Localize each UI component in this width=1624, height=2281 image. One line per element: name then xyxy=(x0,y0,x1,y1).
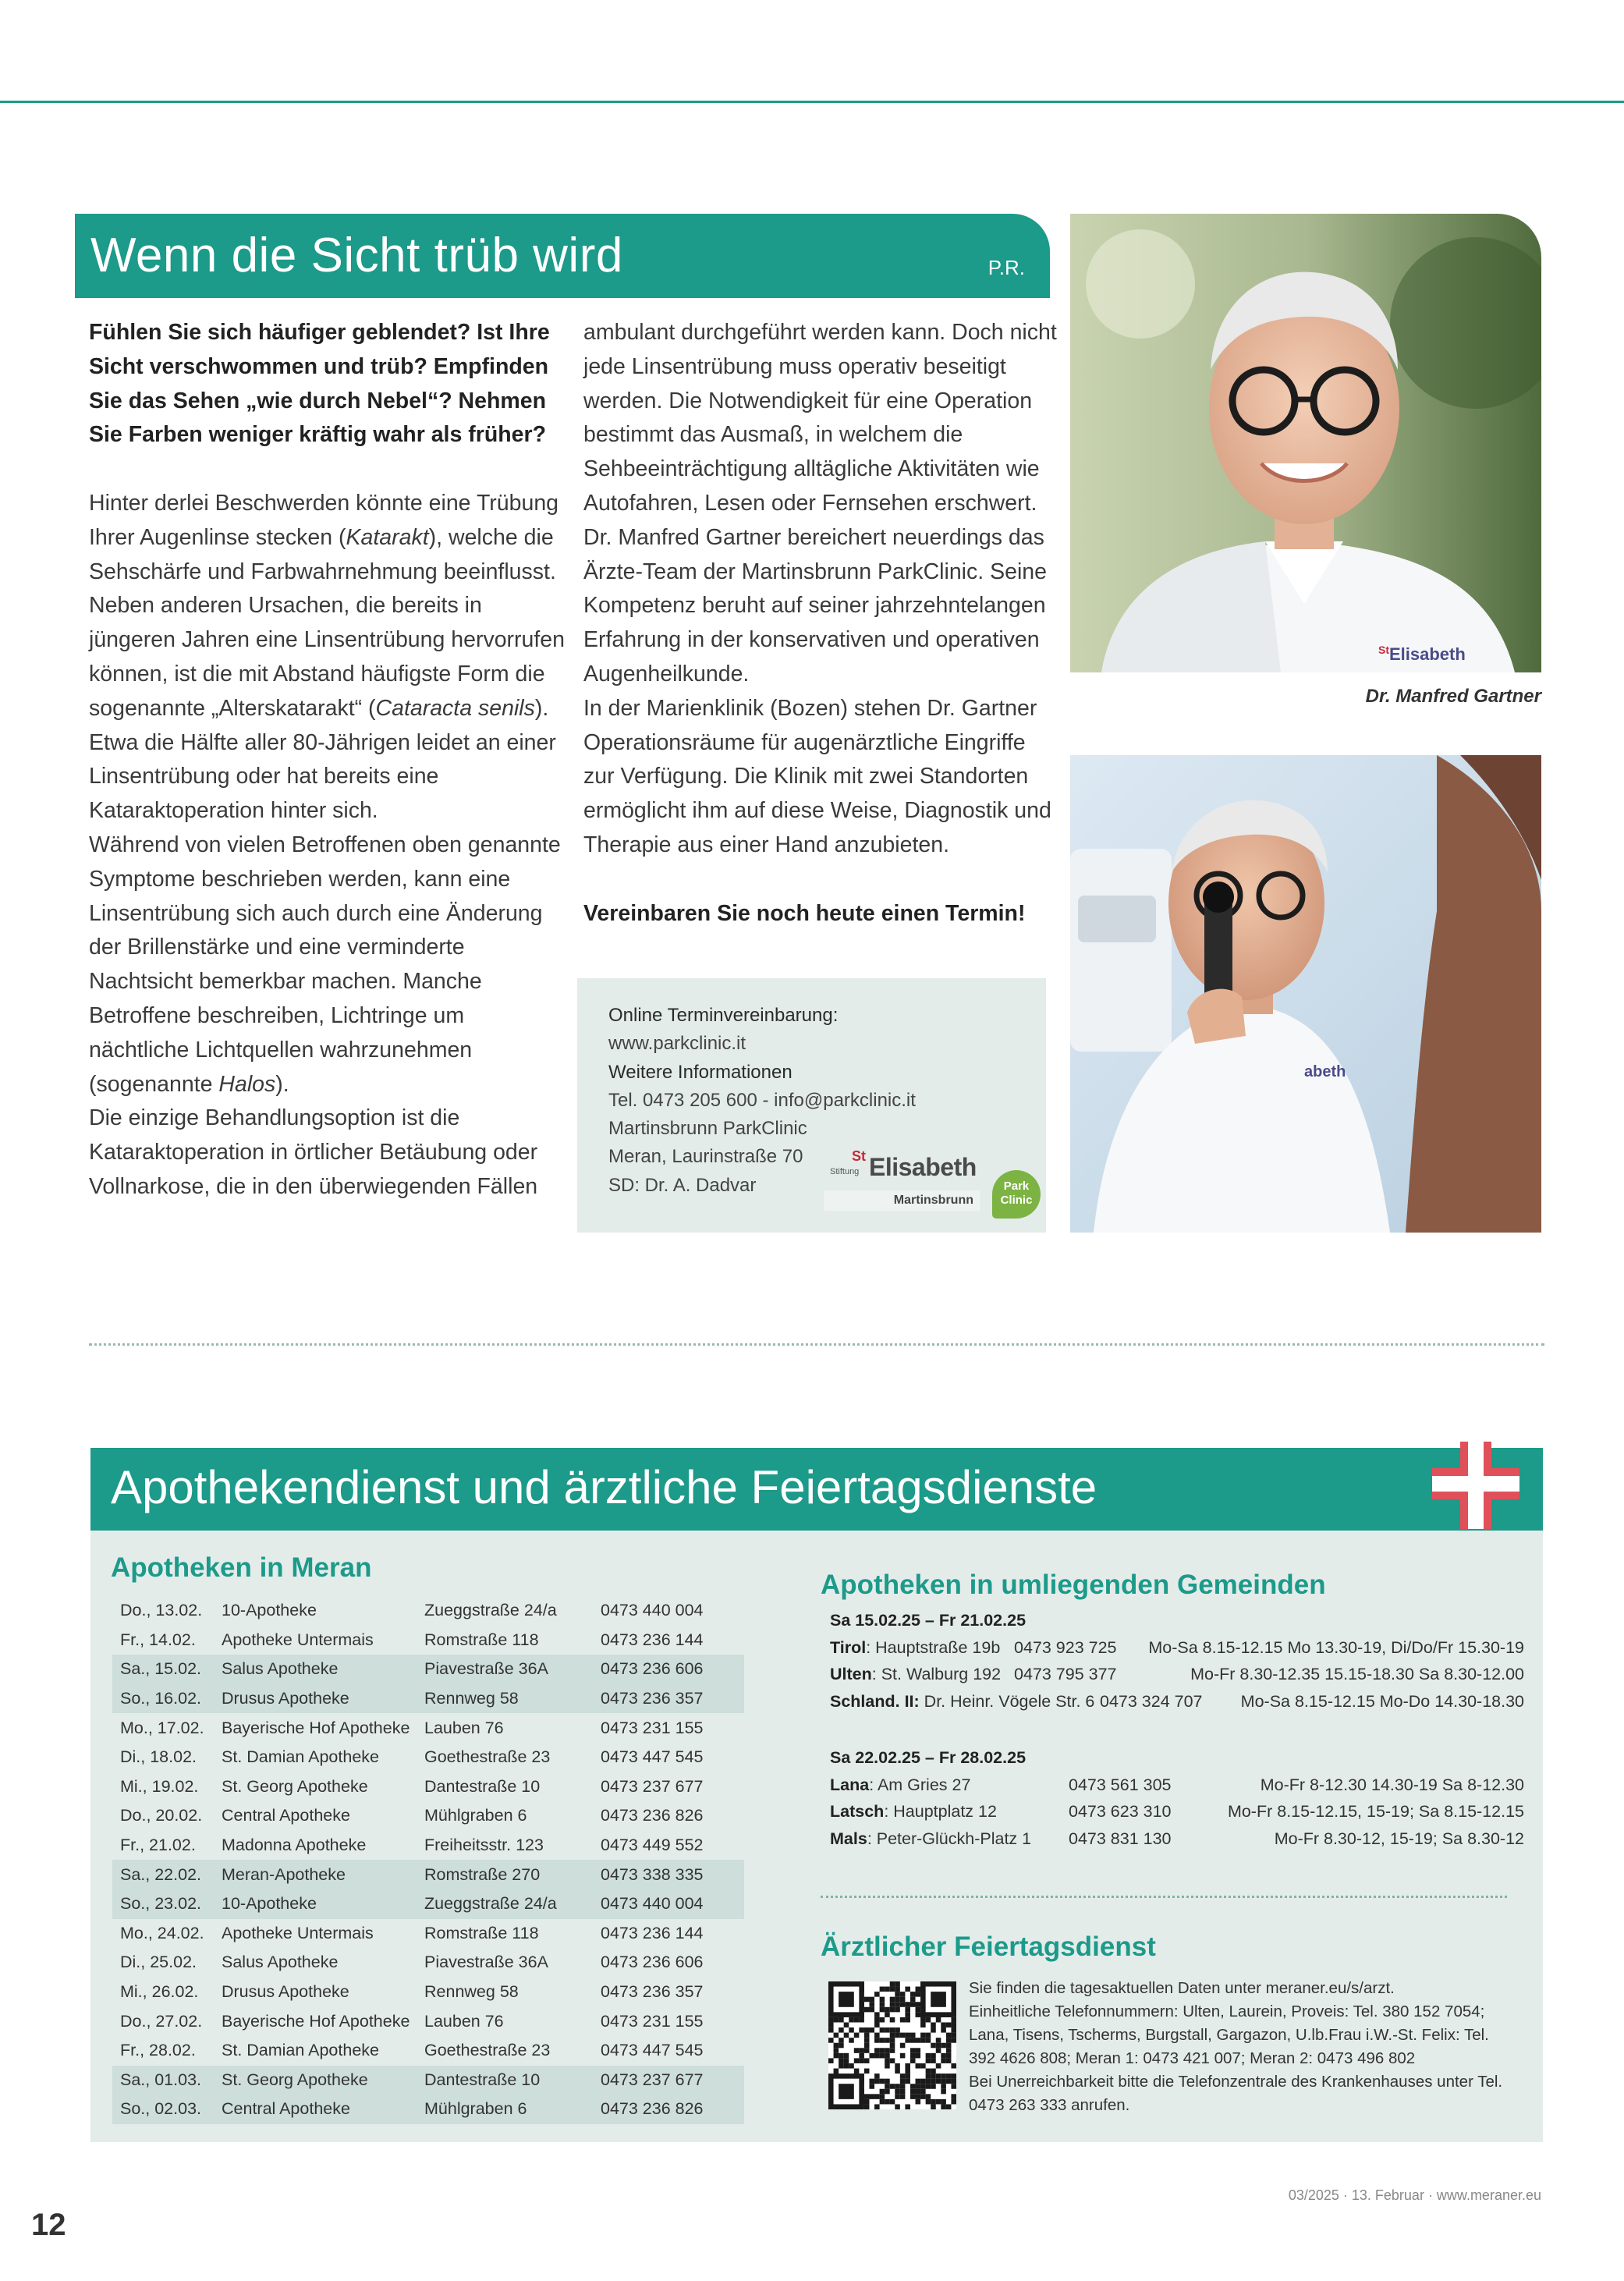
table-row xyxy=(112,1801,744,1831)
pharmacy-name-cell: Apotheke Untermais xyxy=(222,1630,374,1649)
article-paragraph: Etwa die Hälfte aller 80-Jährigen leidet an einer Linsentrübung oder hat bereits eine Kataraktoperation hinter sich. xyxy=(89,729,556,824)
martinsbrunn-label: Martinsbrunn xyxy=(824,1190,980,1211)
phone-cell: 0473 236 826 xyxy=(601,2095,744,2124)
date-cell: So., 16.02. xyxy=(112,1684,222,1714)
article-lead: Fühlen Sie sich häufiger geblendet? Ist Ihre Sicht verschwommen und trüb? Empfinden Sie das Sehen „wie durch Nebel“? Nehmen Sie Farben weniger kräftig wahr als früher? xyxy=(89,320,550,448)
date-cell: Mi., 19.02. xyxy=(120,1776,199,1796)
address-cell: Zueggstraße 24/a xyxy=(424,1889,601,1919)
pharmacy-name-cell: 10-Apotheke xyxy=(222,1601,317,1620)
pharmacy-section-title: Apothekendienst und ärztliche Feiertagsdienste xyxy=(111,1461,1097,1513)
page-number: 12 xyxy=(31,2208,66,2242)
phone-cell: 0473 236 144 xyxy=(601,1923,704,1942)
surrounding-period-1 xyxy=(830,1607,1524,1715)
table-row xyxy=(112,1772,744,1802)
table-row xyxy=(112,2095,744,2124)
opening-hours: Mo-Fr 8-12.30 14.30-19 Sa 8-12.30 xyxy=(1260,1775,1524,1794)
table-row xyxy=(112,1684,744,1714)
date-cell: So., 02.03. xyxy=(112,2095,222,2124)
address-cell: Romstraße 118 xyxy=(424,1630,539,1649)
date-cell: Di., 25.02. xyxy=(120,1953,197,1972)
opening-hours: Mo-Sa 8.15-12.15 Mo 13.30-19, Di/Do/Fr 15.30-19 xyxy=(1148,1637,1524,1657)
pharmacy-name-cell: Central Apotheke xyxy=(222,2095,424,2124)
period-label: Sa 15.02.25 – Fr 21.02.25 xyxy=(830,1611,1027,1630)
meran-pharmacies-heading: Apotheken in Meran xyxy=(111,1552,372,1583)
top-rule xyxy=(0,101,1624,103)
pharmacy-name-cell: St. Damian Apotheke xyxy=(222,2041,379,2060)
phone-cell: 0473 236 144 xyxy=(601,1630,704,1649)
surrounding-period-2 xyxy=(830,1744,1524,1852)
date-cell: Mi., 26.02. xyxy=(120,1982,199,2002)
list-item xyxy=(830,1661,1524,1688)
clinic-name: Martinsbrunn ParkClinic xyxy=(608,1118,807,1140)
pharmacy-name-cell: St. Damian Apotheke xyxy=(222,1747,379,1767)
date-cell: Mo., 17.02. xyxy=(120,1718,204,1737)
online-booking-label: Online Terminvereinbarung: xyxy=(608,1005,839,1026)
service-info-text: Sie finden die tagesaktuellen Daten unter meraner.eu/s/arzt. xyxy=(969,1979,1395,1997)
phone: 0473 623 310 xyxy=(1069,1802,1172,1822)
pharmacy-name-cell: Salus Apotheke xyxy=(222,1953,339,1972)
date-cell: Sa., 15.02. xyxy=(112,1655,222,1684)
phone-cell: 0473 237 677 xyxy=(601,1776,704,1796)
date-cell: Do., 27.02. xyxy=(120,2011,203,2031)
address-cell: Mühlgraben 6 xyxy=(424,2095,601,2124)
address-cell: Lauben 76 xyxy=(424,1718,504,1737)
phone: 0473 923 725 xyxy=(1014,1637,1117,1657)
clinic-address: Meran, Laurinstraße 70 xyxy=(608,1146,803,1168)
contact-phone-email[interactable]: Tel. 0473 205 600 - info@parkclinic.it xyxy=(608,1089,916,1111)
phone-cell: 0473 237 677 xyxy=(601,2066,744,2095)
pharmacy-name-cell: 10-Apotheke xyxy=(222,1889,424,1919)
opening-hours: Mo-Fr 8.15-12.15, 15-19; Sa 8.15-12.15 xyxy=(1227,1802,1524,1822)
table-row xyxy=(112,1655,744,1684)
table-row xyxy=(112,1978,744,2007)
address-cell: Mühlgraben 6 xyxy=(424,1806,527,1825)
address-cell: Romstraße 270 xyxy=(424,1860,601,1889)
qr-code-icon[interactable] xyxy=(828,1981,956,2109)
date-cell: Mo., 24.02. xyxy=(120,1923,204,1942)
address-cell: Rennweg 58 xyxy=(424,1684,601,1714)
phone-cell: 0473 447 545 xyxy=(601,1747,704,1767)
doctor-examination-photo xyxy=(1070,755,1541,1233)
table-row xyxy=(112,1626,744,1655)
phone-cell: 0473 338 335 xyxy=(601,1860,744,1889)
phone-cell: 0473 440 004 xyxy=(601,1601,704,1620)
article-banner xyxy=(75,214,1050,298)
address-cell: Lauben 76 xyxy=(424,2011,504,2031)
doctor-service-info xyxy=(969,1977,1515,2117)
issue-info: 03/2025 · 13. Februar · www.meraner.eu xyxy=(1288,2187,1541,2203)
date-cell: So., 23.02. xyxy=(112,1889,222,1919)
phone-cell: 0473 236 357 xyxy=(601,1982,704,2002)
article-paragraph: Die einzige Behandlungsoption ist die Kataraktoperation in örtlicher Betäubung oder Vollnarkose, die in den überwiegenden Fällen xyxy=(89,1105,538,1199)
pharmacy-banner xyxy=(90,1448,1543,1531)
period-label: Sa 22.02.25 – Fr 28.02.25 xyxy=(830,1748,1027,1767)
pharmacy-name-cell: Meran-Apotheke xyxy=(222,1860,424,1889)
address-cell: Freiheitsstr. 123 xyxy=(424,1836,544,1855)
phone: 0473 324 707 xyxy=(1100,1691,1203,1711)
date-cell: Sa., 01.03. xyxy=(112,2066,222,2095)
parkclinic-logo: Park Clinic xyxy=(992,1170,1041,1219)
list-item xyxy=(830,1634,1524,1662)
date-cell: Fr., 21.02. xyxy=(120,1836,196,1855)
clinic-director: SD: Dr. A. Dadvar xyxy=(608,1174,757,1196)
service-phone-numbers: Einheitliche Telefonnummern: Ulten, Laurein, Proveis: Tel. 380 152 7054; Lana, Tisens, Tscherms, Burgstall, Gargazon, U.lb.Frau i.W.-St. Felix: Tel. 392 4626 808; Meran 1: 0473 421 007; Meran 2: 0473 496 802 xyxy=(969,2003,1489,2067)
phone-cell: 0473 231 155 xyxy=(601,2011,704,2031)
phone-cell: 0473 236 826 xyxy=(601,1806,704,1825)
article-paragraph: In der Marienklinik (Bozen) stehen Dr. Gartner Operationsräume für augenärztliche Eingriffe zur Verfügung. Die Klinik mit zwei Standorten ermöglicht ihm auf diese Weise, Diagnostik und Therapie aus einer Hand anzubieten. xyxy=(583,695,1051,857)
surrounding-pharmacies-heading: Apotheken in umliegenden Gemeinden xyxy=(821,1570,1326,1600)
place-address: Latsch: Hauptplatz 12 xyxy=(830,1802,997,1822)
pharmacy-name-cell: Central Apotheke xyxy=(222,1806,350,1825)
table-row xyxy=(112,1948,744,1978)
list-item xyxy=(830,1688,1524,1715)
pharmacy-name-cell: St. Georg Apotheke xyxy=(222,2066,424,2095)
table-row xyxy=(112,2006,744,2036)
article-paragraph: Dr. Manfred Gartner bereichert neuerdings das Ärzte-Team der Martinsbrunn ParkClinic. Seine Kompetenz beruht auf seiner jahrzehntelangen Erfahrung in der konservativen und operativen Augenheilkunde. xyxy=(583,524,1047,686)
table-row xyxy=(112,1831,744,1861)
list-item xyxy=(830,1772,1524,1799)
opening-hours: Mo-Fr 8.30-12.35 15.15-18.30 Sa 8.30-12.00 xyxy=(1190,1665,1524,1684)
date-cell: Do., 13.02. xyxy=(120,1601,203,1620)
section-divider xyxy=(821,1896,1507,1898)
article-paragraph: ambulant durchgeführt werden kann. Doch nicht jede Linsentrübung muss operativ beseitigt werden. Die Notwendigkeit für eine Operation bestimmt das Ausmaß, in welchem die Sehbeeinträchtigung alltägliche Aktivitäten wie Autofahren, Lesen oder Fernsehen erschwert. xyxy=(583,320,1057,516)
place-address: Tirol: Hauptstraße 19b xyxy=(830,1637,1001,1657)
place-address: Schland. II: Dr. Heinr. Vögele Str. 6 xyxy=(830,1691,1095,1711)
phone: 0473 831 130 xyxy=(1069,1829,1172,1848)
stiftung-elisabeth-logo: Stiftung St Elisabeth xyxy=(830,1148,977,1181)
meran-pharmacy-table xyxy=(112,1596,744,2124)
article-column-right xyxy=(583,316,1061,931)
date-cell: Fr., 14.02. xyxy=(120,1630,196,1649)
pharmacy-name-cell: Drusus Apotheke xyxy=(222,1982,349,2002)
pharmacy-name-cell: Madonna Apotheke xyxy=(222,1836,367,1855)
pharmacy-name-cell: Drusus Apotheke xyxy=(222,1684,424,1714)
date-cell: Sa., 22.02. xyxy=(112,1860,222,1889)
phone-cell: 0473 449 552 xyxy=(601,1836,704,1855)
more-info-label: Weitere Informationen xyxy=(608,1061,792,1083)
phone-cell: 0473 236 357 xyxy=(601,1684,744,1714)
phone: 0473 561 305 xyxy=(1069,1775,1172,1794)
table-row xyxy=(112,1919,744,1949)
pharmacy-name-cell: Bayerische Hof Apotheke xyxy=(222,1718,410,1737)
place-address: Lana: Am Gries 27 xyxy=(830,1775,971,1794)
address-cell: Goethestraße 23 xyxy=(424,2041,551,2060)
hospital-fallback-text: Bei Unerreichbarkeit bitte die Telefonzentrale des Krankenhauses unter Tel. 0473 263 333 anrufen. xyxy=(969,2073,1503,2114)
article-paragraph: Hinter derlei Beschwerden könnte eine Trübung Ihrer Augenlinse stecken (Katarakt), welche die Sehschärfe und Farbwahrnehmung beeinflusst. xyxy=(89,490,559,584)
table-row xyxy=(112,1596,744,1626)
article-paragraph: Während von vielen Betroffenen oben genannte Symptome beschrieben werden, kann eine Linsentrübung sich auch durch eine Änderung der Brillenstärke und eine verminderte Nachtsicht bemerkbar machen. Manche Betroffene beschreiben, Lichtringe um nächtliche Lichtquellen wahrzunehmen (sogenannte Halos). xyxy=(89,832,561,1097)
list-item xyxy=(830,1825,1524,1853)
phone: 0473 795 377 xyxy=(1014,1665,1117,1684)
table-row xyxy=(112,2066,744,2095)
pharmacy-name-cell: Salus Apotheke xyxy=(222,1655,424,1684)
pharmacy-name-cell: Bayerische Hof Apotheke xyxy=(222,2011,410,2031)
svg-text:abeth: abeth xyxy=(1304,1063,1346,1080)
table-row xyxy=(112,1713,744,1743)
table-row xyxy=(112,1860,744,1889)
date-cell: Fr., 28.02. xyxy=(120,2041,196,2060)
doctor-portrait-photo xyxy=(1070,214,1541,672)
article-title: Wenn die Sicht trüb wird xyxy=(90,229,623,282)
address-cell: Dantestraße 10 xyxy=(424,1776,541,1796)
call-to-action: Vereinbaren Sie noch heute einen Termin! xyxy=(583,900,1026,926)
address-cell: Goethestraße 23 xyxy=(424,1747,551,1767)
place-address: Ulten: St. Walburg 192 xyxy=(830,1665,1002,1684)
article-paragraph: Neben anderen Ursachen, die bereits in jüngeren Jahren eine Linsentrübung hervorrufen können, ist die mit Abstand häufigste Form die sogenannte „Alterskatarakt“ (Cataracta senils). xyxy=(89,593,566,721)
address-cell: Piavestraße 36A xyxy=(424,1953,548,1972)
address-cell: Romstraße 118 xyxy=(424,1923,539,1942)
table-row xyxy=(112,1889,744,1919)
address-cell: Dantestraße 10 xyxy=(424,2066,601,2095)
opening-hours: Mo-Fr 8.30-12, 15-19; Sa 8.30-12 xyxy=(1274,1829,1524,1848)
date-cell: Di., 18.02. xyxy=(120,1747,197,1767)
place-address: Mals: Peter-Glückh-Platz 1 xyxy=(830,1829,1032,1848)
photo-caption: Dr. Manfred Gartner xyxy=(1365,686,1541,707)
opening-hours: Mo-Sa 8.15-12.15 Mo-Do 14.30-18.30 xyxy=(1240,1691,1524,1711)
section-divider xyxy=(89,1343,1544,1346)
address-cell: Rennweg 58 xyxy=(424,1982,519,2002)
list-item xyxy=(830,1798,1524,1825)
table-row xyxy=(112,1743,744,1772)
advertorial-tag: P.R. xyxy=(988,256,1025,279)
doctor-holiday-service-heading: Ärztlicher Feiertagsdienst xyxy=(821,1932,1156,1962)
address-cell: Zueggstraße 24/a xyxy=(424,1601,557,1620)
phone-cell: 0473 236 606 xyxy=(601,1953,704,1972)
phone-cell: 0473 447 545 xyxy=(601,2041,704,2060)
table-row xyxy=(112,2036,744,2066)
pharmacy-name-cell: St. Georg Apotheke xyxy=(222,1776,368,1796)
phone-cell: 0473 231 155 xyxy=(601,1718,704,1737)
svg-text:StElisabeth: $^{St}$Elisabeth xyxy=(1378,644,1466,664)
article-column-left xyxy=(89,316,566,1204)
phone-cell: 0473 236 606 xyxy=(601,1655,744,1684)
contact-info-box xyxy=(577,978,1046,1233)
address-cell: Piavestraße 36A xyxy=(424,1655,601,1684)
website-link[interactable]: www.parkclinic.it xyxy=(608,1033,746,1055)
date-cell: Do., 20.02. xyxy=(120,1806,203,1825)
phone-cell: 0473 440 004 xyxy=(601,1889,744,1919)
medical-cross-icon xyxy=(1432,1442,1519,1529)
pharmacy-name-cell: Apotheke Untermais xyxy=(222,1923,374,1942)
